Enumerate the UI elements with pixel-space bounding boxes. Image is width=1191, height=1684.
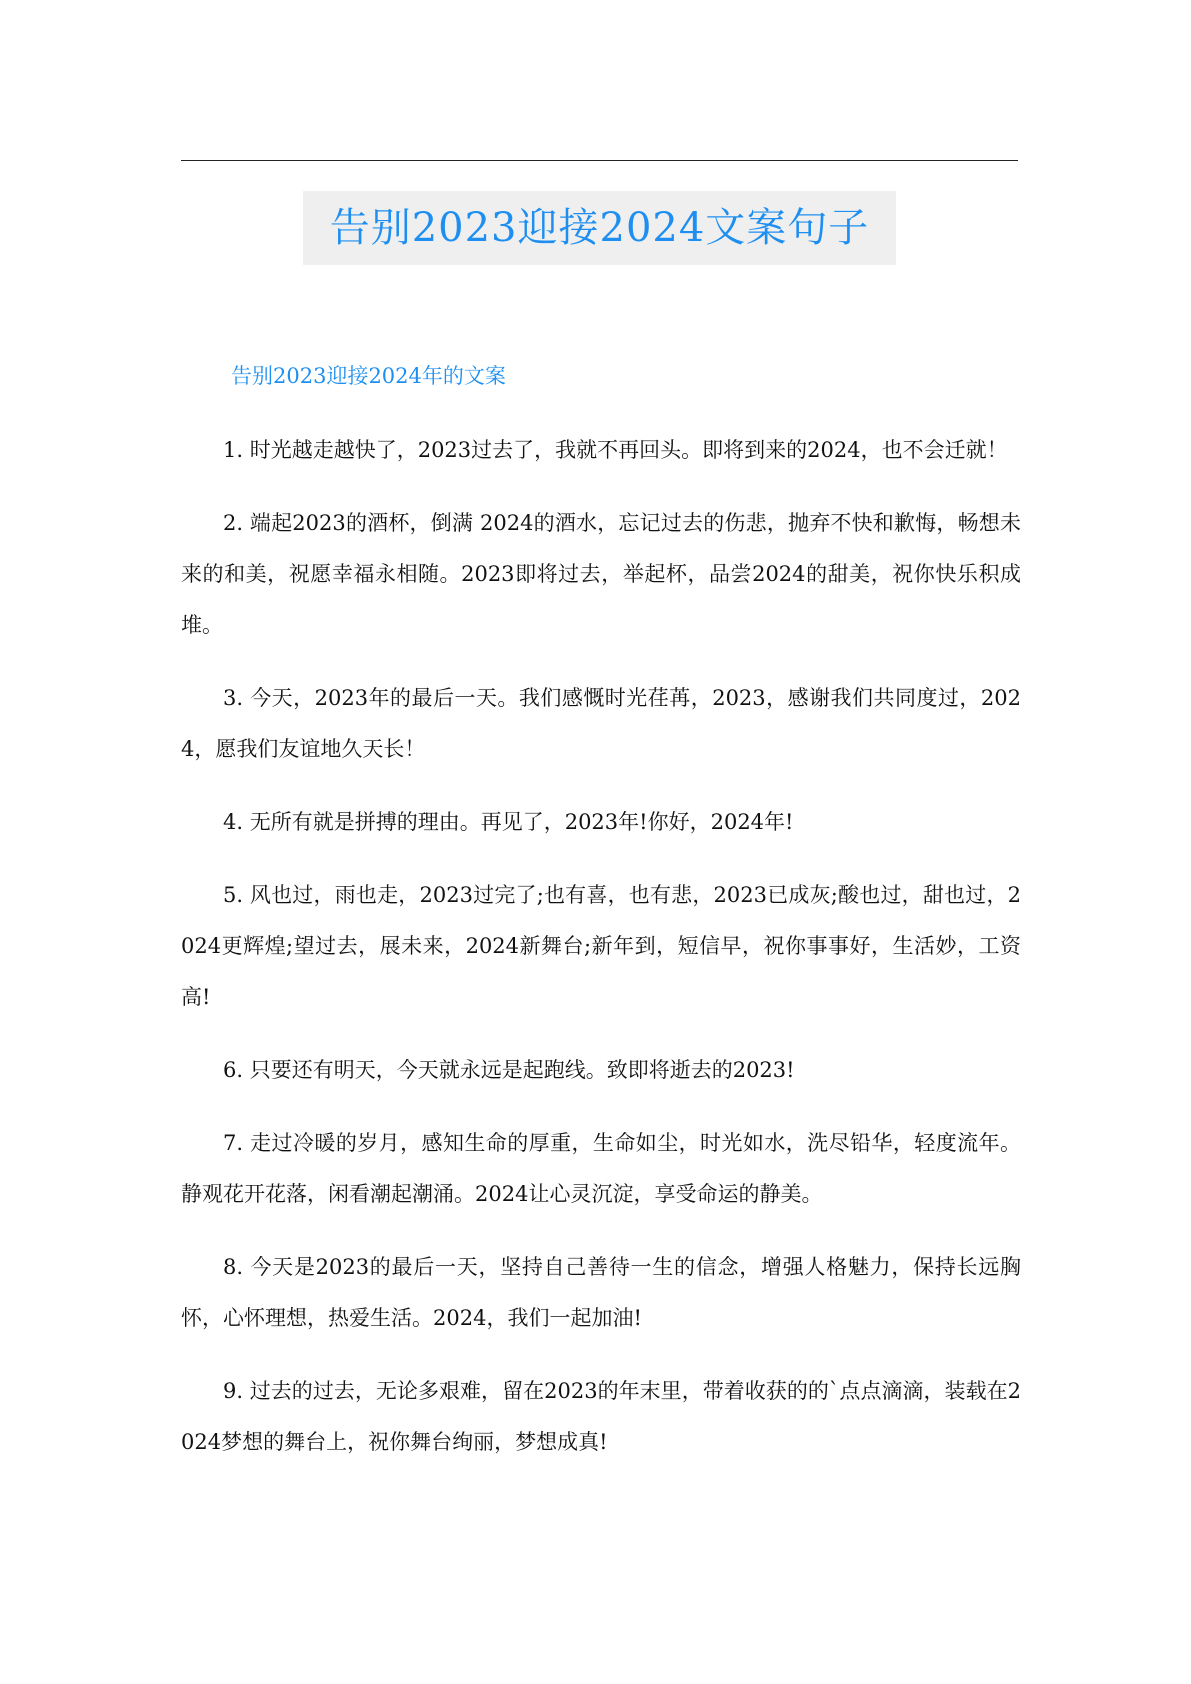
- paragraph-5: 5. 风也过，雨也走，2023过完了;也有喜，也有悲，2023已成灰;酸也过，甜也过，2024更辉煌;望过去，展未来，2024新舞台;新年到，短信早，祝你事事好，生活妙，工资高!: [181, 883, 1021, 1009]
- paragraph-7: 7. 走过冷暖的岁月，感知生命的厚重，生命如尘，时光如水，洗尽铅华，轻度流年。静观花开花落，闲看潮起潮涌。2024让心灵沉淀，享受命运的静美。: [181, 1131, 1021, 1206]
- paragraph-6: 6. 只要还有明天，今天就永远是起跑线。致即将逝去的2023!: [223, 1058, 795, 1082]
- paragraph-9: 9. 过去的过去，无论多艰难，留在2023的年末里，带着收获的的`点点滴滴，装载在2024梦想的舞台上，祝你舞台绚丽，梦想成真!: [181, 1379, 1021, 1454]
- paragraph-8: 8. 今天是2023的最后一天，坚持自己善待一生的信念，增强人格魅力，保持长远胸怀，心怀理想，热爱生活。2024，我们一起加油!: [181, 1255, 1021, 1330]
- paragraph-4: 4. 无所有就是拼搏的理由。再见了，2023年!你好，2024年!: [223, 810, 794, 834]
- paragraph-1: 1. 时光越走越快了，2023过去了，我就不再回头。即将到来的2024，也不会迁就！: [223, 438, 1008, 462]
- article-body: [181, 425, 1021, 1490]
- paragraph-3: 3. 今天，2023年的最后一天。我们感慨时光荏苒，2023，感谢我们共同度过，2024，愿我们友谊地久天长！: [181, 686, 1021, 761]
- page-title: 告别2023迎接2024文案句子: [329, 205, 870, 251]
- section-heading: 告别2023迎接2024年的文案: [231, 364, 506, 388]
- paragraph-2: 2. 端起2023的酒杯，倒满 2024的酒水，忘记过去的伤悲，抛弃不快和歉悔，畅想未来的和美，祝愿幸福永相随。2023即将过去，举起杯，品尝2024的甜美，祝你快乐积成堆。: [181, 511, 1021, 637]
- header-divider: [181, 160, 1018, 161]
